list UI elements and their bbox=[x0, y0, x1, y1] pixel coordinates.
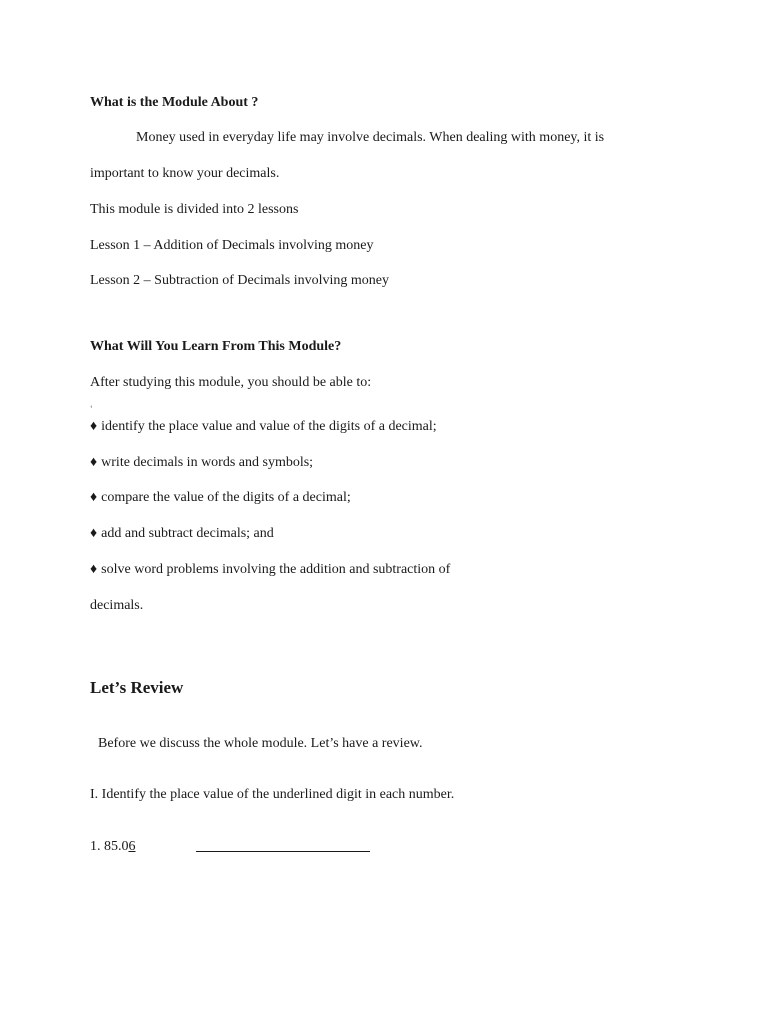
module-about-heading: What is the Module About ? bbox=[90, 95, 259, 110]
objective-text: write decimals in words and symbols; bbox=[101, 455, 314, 470]
answer-blank-line[interactable] bbox=[196, 851, 370, 852]
module-about-paragraph-line-1: Money used in everyday life may involve decimals. When dealing with money, it is bbox=[136, 130, 605, 145]
review-instruction: I. Identify the place value of the underlined digit in each number. bbox=[90, 787, 455, 802]
diamond-bullet-icon: ♦ bbox=[90, 455, 98, 470]
lesson-2-text: Lesson 2 – Subtraction of Decimals involving money bbox=[90, 273, 390, 288]
objective-text: identify the place value and value of the digits of a decimal; bbox=[101, 419, 437, 434]
diamond-bullet-icon: ♦ bbox=[90, 526, 98, 541]
underlined-digit: 6 bbox=[128, 839, 136, 854]
objective-item bbox=[90, 418, 437, 436]
diamond-bullet-icon: ♦ bbox=[90, 490, 98, 505]
module-divided-text: This module is divided into 2 lessons bbox=[90, 202, 299, 217]
objective-continuation: decimals. bbox=[90, 598, 144, 613]
objective-text: compare the value of the digits of a decimal; bbox=[101, 490, 351, 505]
learn-intro-text: After studying this module, you should be able to: bbox=[90, 375, 372, 390]
objective-item bbox=[90, 525, 274, 543]
learn-heading: What Will You Learn From This Module? bbox=[90, 339, 342, 354]
stray-mark: ‘ bbox=[90, 404, 93, 413]
objective-item bbox=[90, 561, 450, 579]
lesson-1-text: Lesson 1 – Addition of Decimals involving money bbox=[90, 238, 374, 253]
diamond-bullet-icon: ♦ bbox=[90, 562, 98, 577]
objective-item bbox=[90, 489, 351, 507]
diamond-bullet-icon: ♦ bbox=[90, 419, 98, 434]
review-item-1 bbox=[90, 838, 136, 856]
review-intro-text: Before we discuss the whole module. Let’s have a review. bbox=[98, 736, 423, 751]
review-heading: Let’s Review bbox=[90, 678, 184, 697]
review-item-number: 1. 85.0 bbox=[90, 839, 129, 854]
module-about-paragraph-line-2: important to know your decimals. bbox=[90, 166, 280, 181]
objective-text: add and subtract decimals; and bbox=[101, 526, 274, 541]
objective-text: solve word problems involving the addition and subtraction of bbox=[101, 562, 451, 577]
objective-item bbox=[90, 454, 313, 472]
